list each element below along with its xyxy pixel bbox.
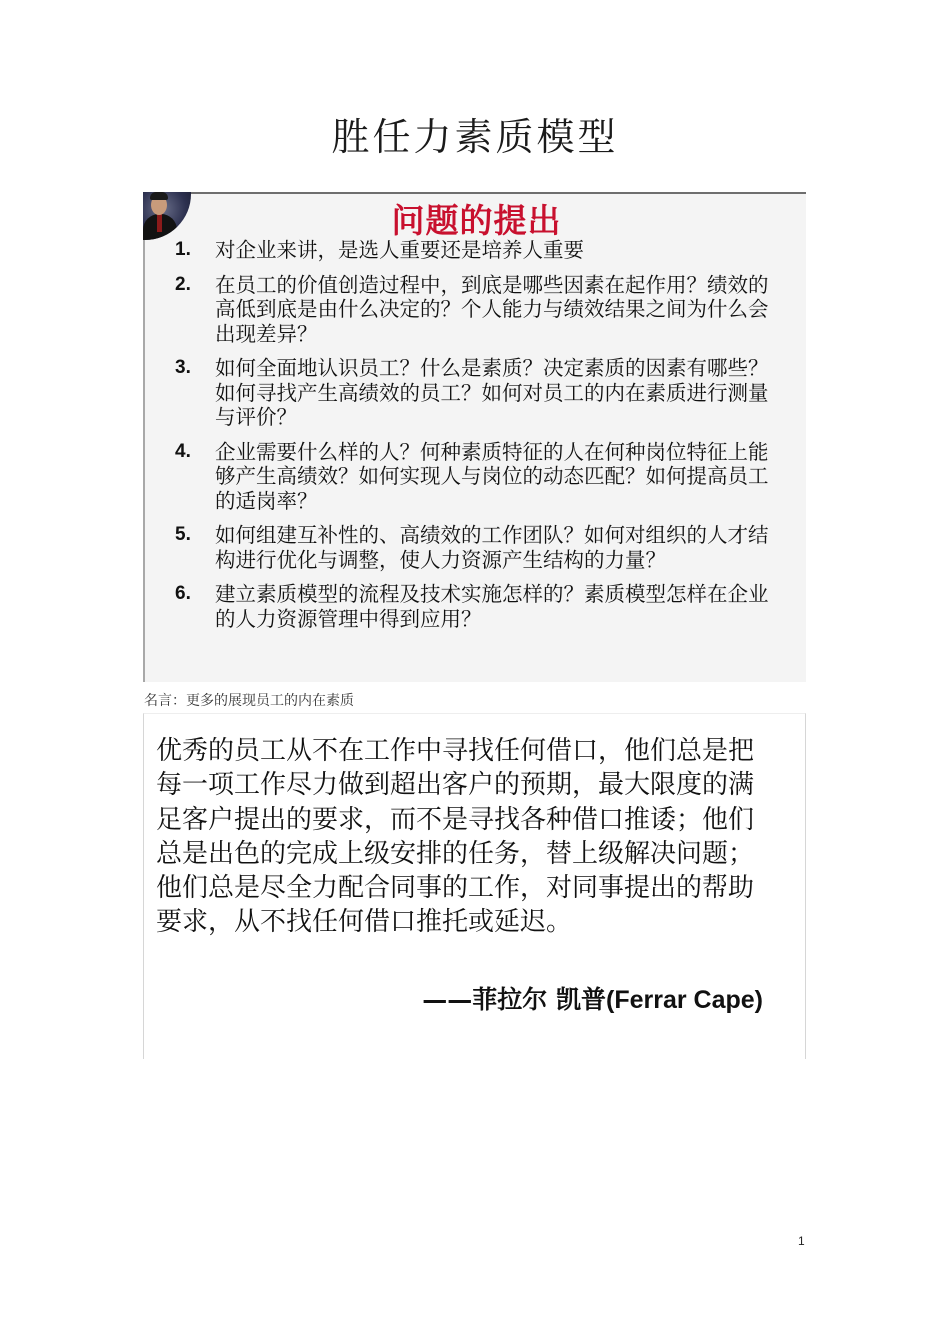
slide-top-rule [175, 192, 806, 194]
quote-text: 优秀的员工从不在工作中寻找任何借口，他们总是把每一项工作尽力做到超出客户的预期，最大限度的满足客户提出的要求，而不是寻找各种借口推诿；他们总是出色的完成上级安排的任务，替上级解决问题；他们总是尽全力配合同事的工作，对同事提出的帮助要求，从不找任何借口推托或延迟。 [156, 736, 755, 938]
question-number: 6. [175, 583, 191, 604]
page-number: 1 [798, 1234, 805, 1248]
question-number: 4. [175, 440, 191, 462]
question-item [175, 356, 775, 430]
question-text: 如何全面地认识员工？什么是素质？决定素质的因素有哪些？如何寻找产生高绩效的员工？如何对员工的内在素质进行测量与评价？ [215, 356, 769, 429]
question-text: 在员工的价值创造过程中，到底是哪些因素在起作用？绩效的高低到底是由什么决定的？个人能力与绩效结果之间为什么会出现差异？ [215, 272, 769, 346]
question-item [175, 440, 775, 514]
question-text: 如何组建互补性的、高绩效的工作团队？如何对组织的人才结构进行优化与调整，使人力资源产生结构的力量？ [215, 523, 769, 572]
quote-caption: 名言：更多的展现员工的内在素质 [144, 693, 354, 709]
question-text: 企业需要什么样的人？何种素质特征的人在何种岗位特征上能够产生高绩效？如何实现人与岗位的动态匹配？如何提高员工的适岗率？ [215, 439, 769, 513]
question-item [175, 238, 775, 263]
question-text: 对企业来讲，是选人重要还是培养人重要 [215, 238, 584, 262]
slide-quote [143, 713, 806, 1059]
question-number: 2. [175, 273, 191, 295]
question-number: 3. [175, 357, 191, 378]
slide-questions [143, 192, 806, 682]
quote-author-name: ——菲拉尔 凯普 [422, 985, 606, 1014]
question-number: 5. [175, 524, 191, 545]
question-item [175, 582, 775, 631]
quote-author-latin: (Ferrar Cape) [606, 986, 763, 1014]
page-title: 胜任力素质模型 [331, 115, 619, 159]
slide-heading: 问题的提出 [391, 201, 562, 240]
quote-author [422, 980, 763, 1016]
question-item [175, 273, 775, 347]
question-item [175, 523, 775, 572]
question-number: 1. [175, 239, 191, 260]
question-list [175, 238, 775, 641]
question-text: 建立素质模型的流程及技术实施怎样的？素质模型怎样在企业的人力资源管理中得到应用？ [215, 582, 769, 631]
